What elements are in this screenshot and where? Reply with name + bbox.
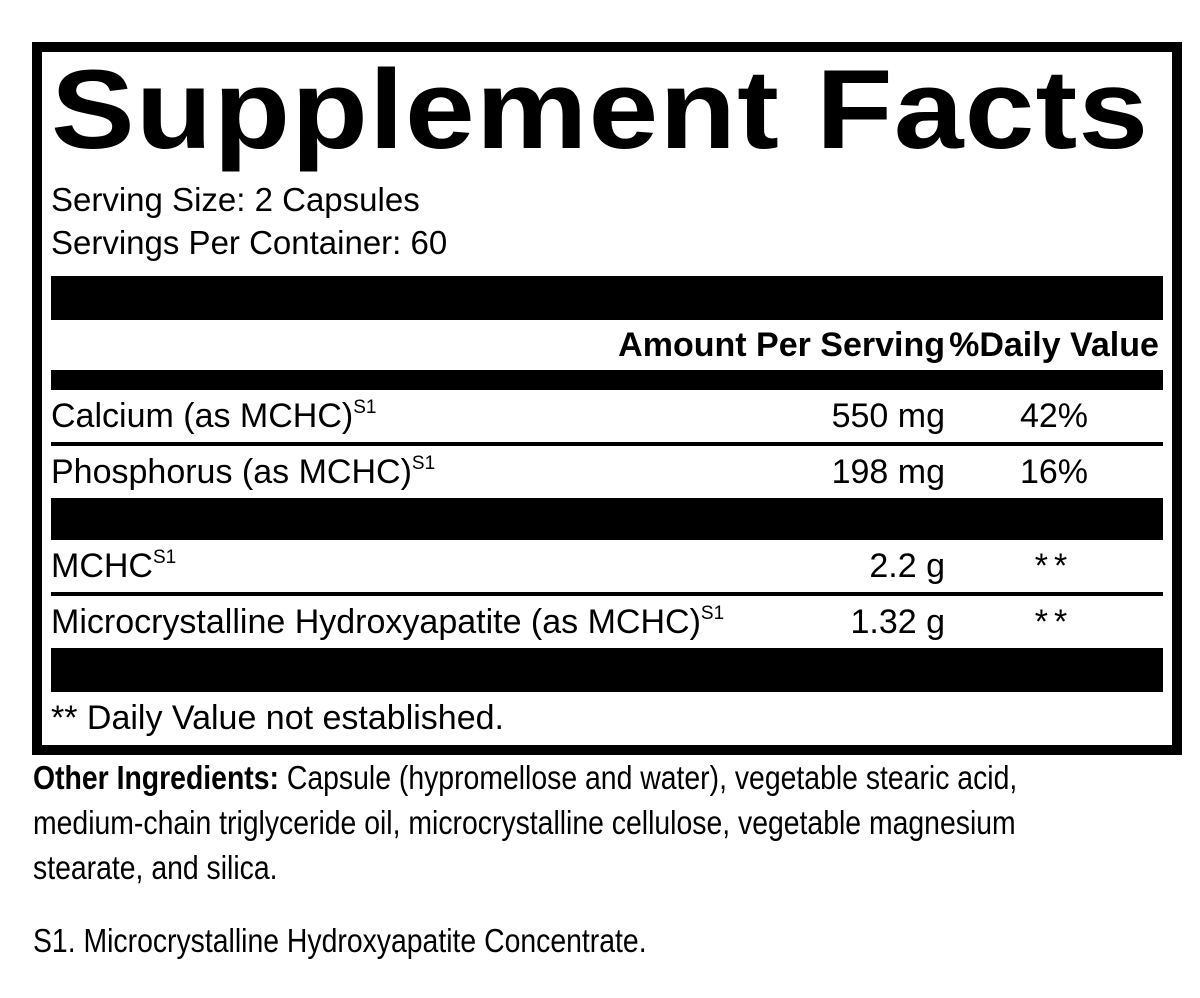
- nutrient-label: [51, 603, 785, 642]
- header-daily-value: %Daily Value: [949, 325, 1159, 364]
- other-ingredients-line-3: stearate, and silica.: [33, 849, 278, 886]
- nutrient-daily-value: 16%: [1019, 452, 1089, 491]
- nutrient-amount: 1.32 g: [850, 602, 945, 641]
- nutrient-sup: S1: [353, 396, 377, 418]
- nutrient-amount: 198 mg: [831, 452, 945, 491]
- serving-info: [51, 178, 1163, 264]
- s1-footnote: S1. Microcrystalline Hydroxyapatite Concentrate.: [33, 922, 647, 959]
- table-row-calcium: [51, 390, 1163, 442]
- nutrient-sup: S1: [152, 546, 177, 568]
- nutrient-daily-value: 42%: [1019, 396, 1089, 435]
- serving-size-line: Serving Size: 2 Capsules: [51, 181, 420, 218]
- nutrient-name: Phosphorus (as MCHC): [51, 452, 412, 491]
- nutrient-daily-value: **: [1034, 546, 1074, 585]
- other-ingredients-label: Other Ingredients:: [33, 759, 279, 796]
- other-ingredients-text: Capsule (hypromellose and water), vegetable stearic acid,: [278, 759, 1018, 796]
- daily-value-footnote: ** Daily Value not established.: [51, 699, 504, 737]
- nutrient-daily-value: **: [1034, 602, 1074, 641]
- divider-bar-header: [51, 370, 1163, 390]
- nutrient-amount: 2.2 g: [869, 546, 945, 585]
- servings-per-container-line: Servings Per Container: 60: [51, 224, 448, 261]
- table-row-mchc: [51, 540, 1163, 592]
- nutrient-name: Microcrystalline Hydroxyapatite (as MCHC): [51, 602, 701, 641]
- nutrient-amount: 550 mg: [831, 396, 945, 435]
- nutrient-label: [51, 453, 785, 492]
- nutrient-label: [51, 397, 785, 436]
- divider-bar-bottom: [51, 648, 1163, 692]
- table-row-microcrystalline-hydroxyapatite: [51, 592, 1163, 648]
- divider-bar-top: [51, 276, 1163, 320]
- divider-bar-middle: [51, 498, 1163, 540]
- nutrient-label: [51, 547, 785, 586]
- header-amount-per-serving: Amount Per Serving: [618, 325, 945, 364]
- nutrient-name: MCHC: [51, 546, 153, 585]
- nutrient-name: Calcium (as MCHC): [51, 396, 354, 435]
- below-panel-text: [33, 755, 1185, 963]
- table-row-phosphorus: [51, 442, 1163, 498]
- panel-title: Supplement Facts: [51, 47, 1150, 172]
- table-header-row: [51, 320, 1163, 370]
- other-ingredients-line-2: medium-chain triglyceride oil, microcrystalline cellulose, vegetable magnesium: [33, 804, 1016, 841]
- nutrient-sup: S1: [700, 602, 725, 624]
- other-ingredients-line-1: [33, 755, 1185, 800]
- nutrient-sup: S1: [411, 452, 436, 474]
- supplement-facts-panel: [32, 42, 1182, 755]
